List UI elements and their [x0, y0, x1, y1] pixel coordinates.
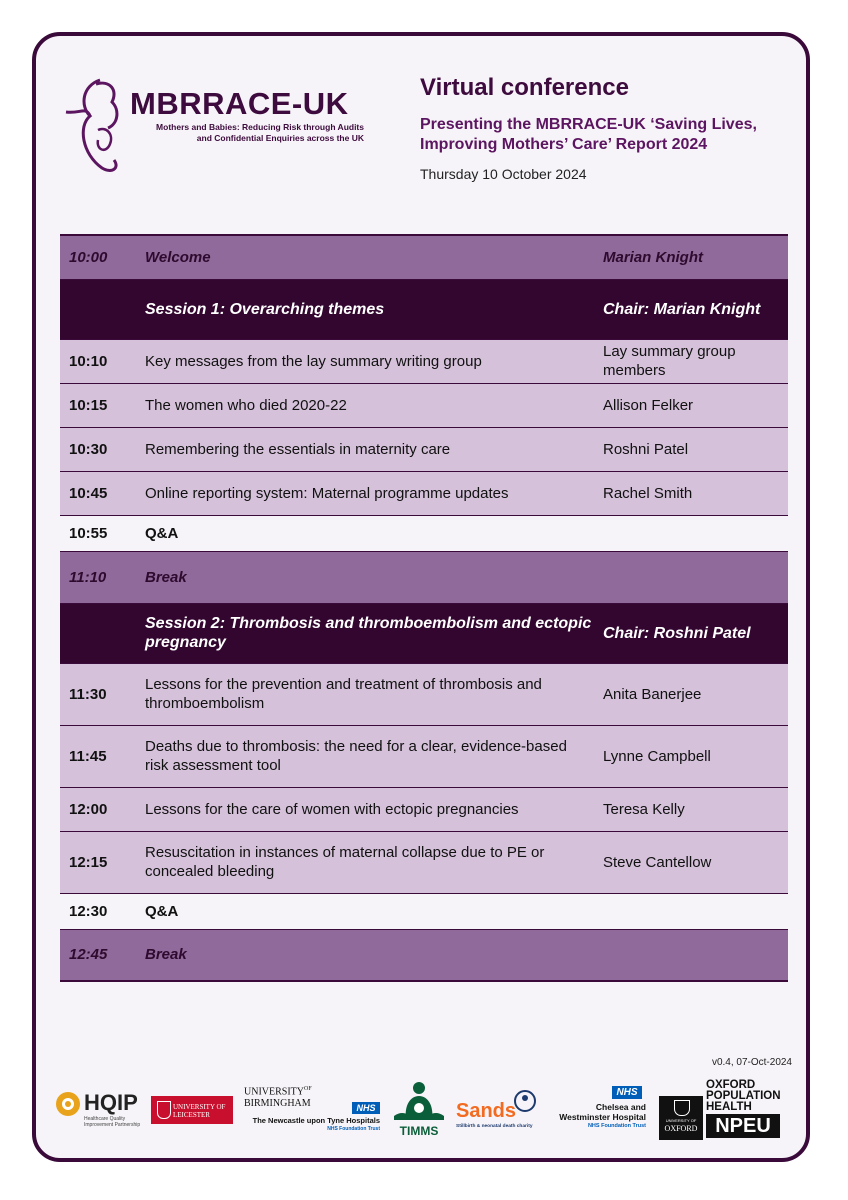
- agenda-time: [60, 279, 145, 339]
- agenda-title: Session 2: Thrombosis and thromboembolism and ectopic pregnancy: [145, 603, 603, 663]
- oph-line-3: HEALTH: [706, 1101, 752, 1113]
- page-subtitle: Presenting the MBRRACE-UK ‘Saving Lives, Improving Mothers’ Care’ Report 2024: [420, 116, 757, 153]
- oxford-univ-line-1: UNIVERSITY OF: [665, 1118, 697, 1123]
- leicester-logo: [151, 1096, 233, 1124]
- agenda-speaker: [603, 929, 788, 981]
- agenda-speaker: Allison Felker: [603, 383, 788, 427]
- agenda-speaker: Roshni Patel: [603, 427, 788, 471]
- chelsea-westminster-logo: [550, 1086, 648, 1136]
- agenda-title: The women who died 2020-22: [145, 383, 603, 427]
- break-row: [60, 551, 788, 603]
- birmingham-university: UNIVERSITY: [244, 1086, 304, 1098]
- oxford-univ-line-2: OXFORD: [664, 1124, 698, 1133]
- agenda-title: Deaths due to thrombosis: the need for a clear, evidence-based risk assessment tool: [145, 725, 603, 787]
- agenda-title: Break: [145, 929, 603, 981]
- timms-wordmark: TIMMS: [399, 1124, 439, 1138]
- oxford-population-health-logo: [706, 1080, 798, 1142]
- break-row: [60, 929, 788, 981]
- agenda-title: Q&A: [145, 515, 603, 551]
- hqip-logo: [56, 1090, 146, 1132]
- leicester-wordmark: UNIVERSITY OF LEICESTER: [173, 1103, 226, 1119]
- agenda-speaker: Marian Knight: [603, 235, 788, 279]
- agenda-title: Key messages from the lay summary writing group: [145, 339, 603, 383]
- agenda-speaker: Lay summary group members: [603, 339, 788, 383]
- agenda-speaker: Chair: Roshni Patel: [603, 603, 788, 663]
- chelsea-line-1: Chelsea and: [595, 1102, 646, 1112]
- sands-emblem-icon: [514, 1090, 536, 1112]
- timms-emblem-icon: [392, 1080, 446, 1124]
- agenda-speaker: [603, 893, 788, 929]
- newcastle-name: The Newcastle upon Tyne Hospitals: [252, 1116, 380, 1125]
- agenda-time: 12:45: [60, 929, 145, 981]
- brand-tagline: Mothers and Babies: Reducing Risk through Audits and Confidential Enquiries across the UK: [156, 122, 364, 143]
- agenda-time: 10:00: [60, 235, 145, 279]
- birmingham-line-1: [244, 1086, 312, 1097]
- agenda-speaker: [603, 515, 788, 551]
- agenda-speaker: Lynne Campbell: [603, 725, 788, 787]
- npeu-wordmark: NPEU: [706, 1114, 780, 1138]
- session-header-row: [60, 603, 788, 663]
- agenda-time: 10:15: [60, 383, 145, 427]
- agenda-time: 12:15: [60, 831, 145, 893]
- agenda-row: [60, 663, 788, 725]
- birmingham-line-2: BIRMINGHAM: [244, 1098, 311, 1109]
- chelsea-line-2: Westminster Hospital: [559, 1112, 646, 1122]
- sands-logo: [456, 1090, 546, 1134]
- agenda-speaker: Steve Cantellow: [603, 831, 788, 893]
- birmingham-newcastle-logo: [244, 1086, 384, 1136]
- agenda-title: Remembering the essentials in maternity care: [145, 427, 603, 471]
- agenda-speaker: Chair: Marian Knight: [603, 279, 788, 339]
- agenda-title: Break: [145, 551, 603, 603]
- sands-wordmark: Sands: [456, 1100, 517, 1122]
- agenda-title: Lessons for the care of women with ectopic pregnancies: [145, 787, 603, 831]
- agenda-title: Lessons for the prevention and treatment of thrombosis and thromboembolism: [145, 663, 603, 725]
- page-title: Virtual conference: [420, 74, 629, 101]
- agenda-time: 11:45: [60, 725, 145, 787]
- agenda-title: Welcome: [145, 235, 603, 279]
- chelsea-trust: NHS Foundation Trust: [587, 1123, 646, 1129]
- hqip-emblem-icon: [56, 1092, 80, 1116]
- agenda-row: [60, 471, 788, 515]
- agenda-time: 10:45: [60, 471, 145, 515]
- oph-line-2: POPULATION: [706, 1090, 781, 1102]
- agenda-title: Resuscitation in instances of maternal collapse due to PE or concealed bleeding: [145, 831, 603, 893]
- hqip-subtitle: Healthcare Quality Improvement Partnership: [84, 1116, 141, 1128]
- event-date: Thursday 10 October 2024: [420, 166, 587, 182]
- mother-baby-logo-icon: [60, 76, 140, 176]
- agenda-time: 10:30: [60, 427, 145, 471]
- agenda-time: 11:30: [60, 663, 145, 725]
- agenda-time: 10:10: [60, 339, 145, 383]
- timms-logo: [392, 1080, 446, 1140]
- nhs-badge-chelsea: NHS: [612, 1086, 642, 1099]
- brand-name: MBRRACE-UK: [130, 86, 349, 121]
- birmingham-of: OF: [304, 1086, 312, 1092]
- shield-icon: [157, 1101, 171, 1119]
- agenda-time: [60, 603, 145, 663]
- agenda-row: [60, 787, 788, 831]
- agenda-time: 10:55: [60, 515, 145, 551]
- oxford-university-logo: [659, 1096, 703, 1140]
- hqip-wordmark: HQIP: [84, 1090, 138, 1115]
- agenda-row: [60, 893, 788, 929]
- session-header-row: [60, 279, 788, 339]
- version-label: v0.4, 07-Oct-2024: [711, 1057, 792, 1068]
- agenda-row: [60, 831, 788, 893]
- agenda-time: 12:00: [60, 787, 145, 831]
- sands-subtitle: Stillbirth & neonatal death charity: [456, 1124, 533, 1129]
- agenda-speaker: Anita Banerjee: [603, 663, 788, 725]
- agenda-row: [60, 339, 788, 383]
- agenda-speaker: Teresa Kelly: [603, 787, 788, 831]
- agenda-row: [60, 427, 788, 471]
- agenda-speaker: Rachel Smith: [603, 471, 788, 515]
- agenda-title: Q&A: [145, 893, 603, 929]
- partner-logos: [56, 1080, 796, 1142]
- agenda-speaker: [603, 551, 788, 603]
- agenda-table: [60, 234, 788, 982]
- agenda-time: 11:10: [60, 551, 145, 603]
- agenda-title: Online reporting system: Maternal programme updates: [145, 471, 603, 515]
- break-row: [60, 235, 788, 279]
- agenda-title: Session 1: Overarching themes: [145, 279, 603, 339]
- agenda-row: [60, 725, 788, 787]
- oxford-crest-icon: [674, 1100, 690, 1116]
- newcastle-trust: NHS Foundation Trust: [327, 1126, 380, 1132]
- mbrrace-logo: [60, 76, 364, 176]
- oph-line-1: OXFORD: [706, 1079, 756, 1091]
- agenda-row: [60, 383, 788, 427]
- nhs-badge-newcastle: NHS: [352, 1102, 380, 1114]
- agenda-time: 12:30: [60, 893, 145, 929]
- agenda-row: [60, 515, 788, 551]
